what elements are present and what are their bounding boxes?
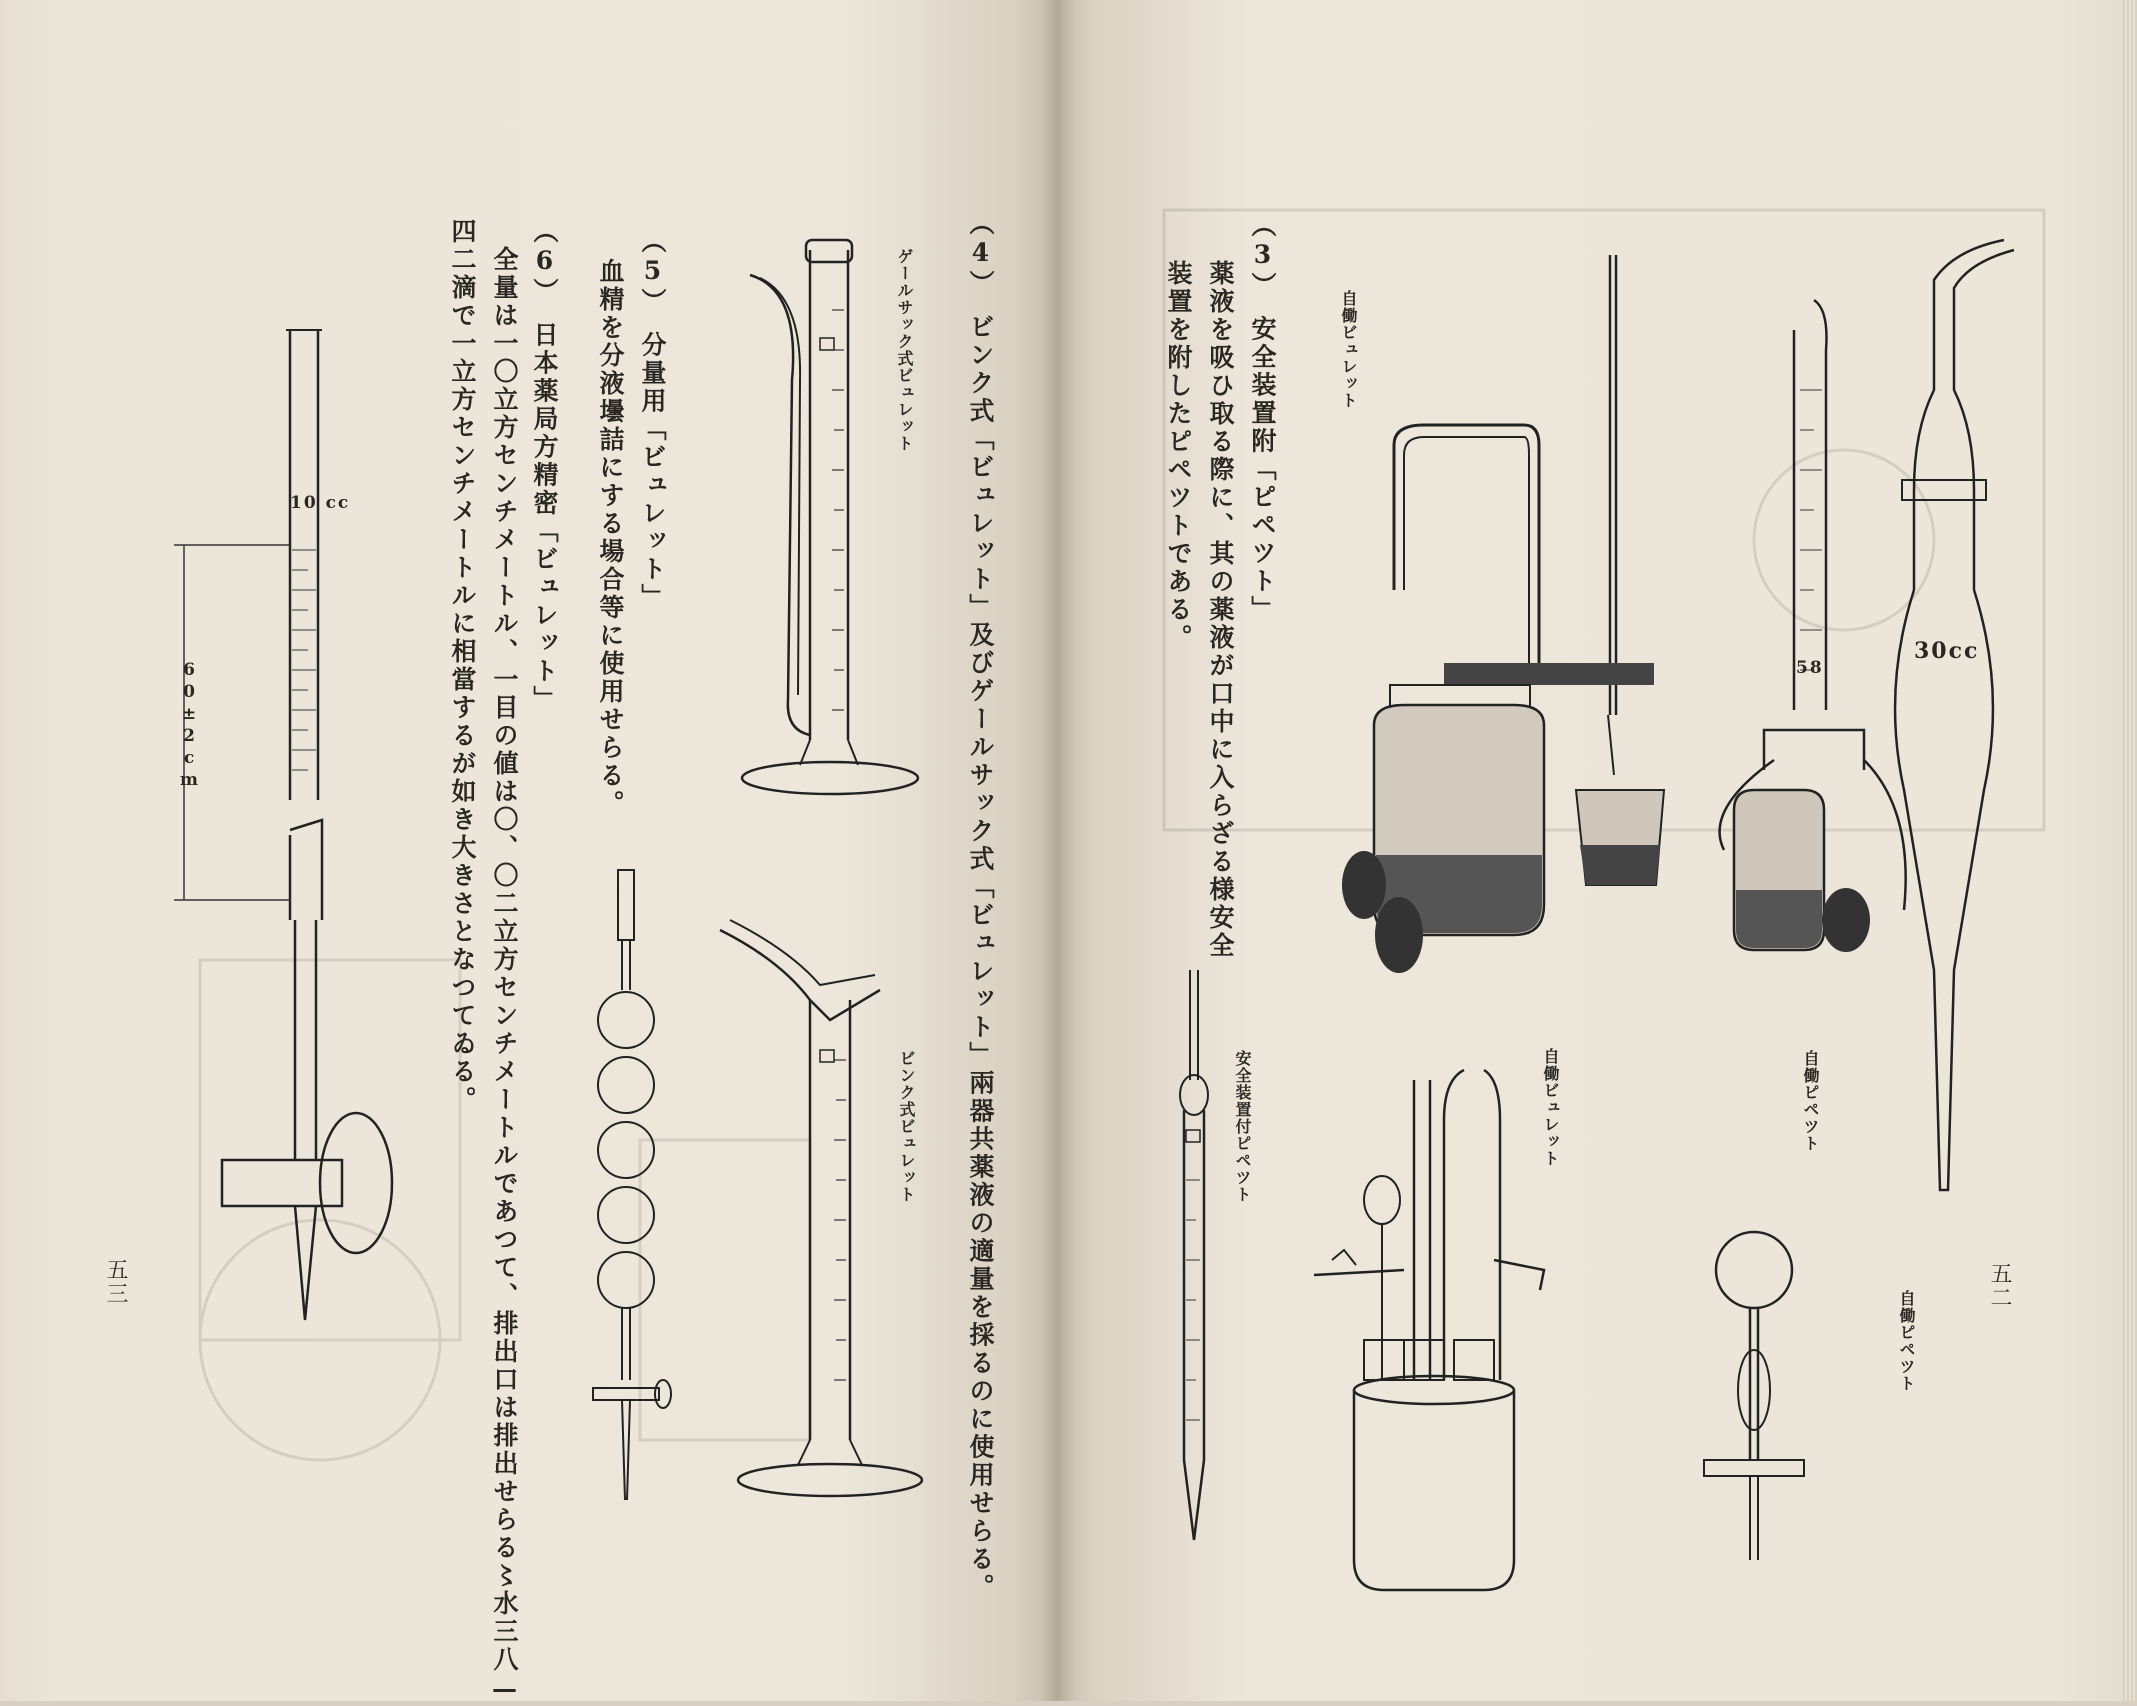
item-6-body-1: 全量は一〇立方センチメートル、一目の値は〇、〇二立方センチメートルであつて、排出口は排出せらる〻水三八—: [490, 246, 519, 1706]
item-6-body-2: 四二滴で一立方センチメートルに相當するが如き大きさとなつてゐる。: [448, 218, 477, 1114]
page-edge: [2123, 0, 2137, 1701]
auto-burette-label-2: 自働ビュレット: [1541, 1048, 1560, 1167]
right-page-number: 五二: [1987, 1262, 2012, 1310]
auto-pipette-small-illustration: [1694, 1220, 1814, 1600]
safety-pipette-label: 安全装置付ピペツト: [1233, 1050, 1252, 1203]
bink-label: ビンク式ビュレット: [897, 1050, 916, 1203]
auto-pipette-label-1: 自働ピペツト: [1801, 1050, 1820, 1152]
item-3-heading: （3） 安全装置附「ピペツト」: [1248, 212, 1277, 624]
gay-lussac-label: ゲールサック式ビュレット: [895, 248, 914, 452]
book-gutter: [1040, 0, 1076, 1701]
volume-mark: 10 cc: [290, 493, 351, 513]
item-4-text: （4） ビンク式「ビュレット」及びゲールサック式「ビュレット」兩器共薬液の適量を採るのに使用せらる。: [966, 210, 995, 1602]
safety-pipette-illustration: [1164, 960, 1224, 1560]
auto-burette-label-1: 自働ビュレット: [1339, 290, 1358, 409]
item-3-body-2: 装置を附したピペツトである。: [1164, 260, 1193, 652]
left-page-number: 五三: [103, 1258, 128, 1306]
large-pipette-illustration: [1854, 230, 2034, 1210]
pipette-volume: 30cc: [1914, 638, 1980, 664]
burette-mark: 58: [1796, 658, 1824, 678]
auto-pipette-label-2: 自働ピペツト: [1897, 1290, 1916, 1392]
bulb-burette-illustration: [585, 860, 675, 1520]
auto-burette-can-illustration: [1304, 1060, 1564, 1600]
right-page: [1054, 0, 2137, 1701]
auto-burette-bottle-illustration: [1324, 245, 1694, 975]
item-3-body-1: 薬液を吸ひ取る際に、其の薬液が口中に入らざる様安全: [1206, 260, 1235, 960]
item-5-body: 血精を分液壜詰にする場合等に使用せらる。: [596, 258, 625, 818]
left-page: [0, 0, 1054, 1706]
item-6-heading: （6） 日本薬局方精密「ビュレット」: [530, 218, 559, 714]
precision-burette-illustration: [150, 320, 390, 1340]
item-5-heading: （5） 分量用「ビュレット」: [638, 228, 667, 612]
dimension-label: 60±2cm: [179, 660, 199, 792]
